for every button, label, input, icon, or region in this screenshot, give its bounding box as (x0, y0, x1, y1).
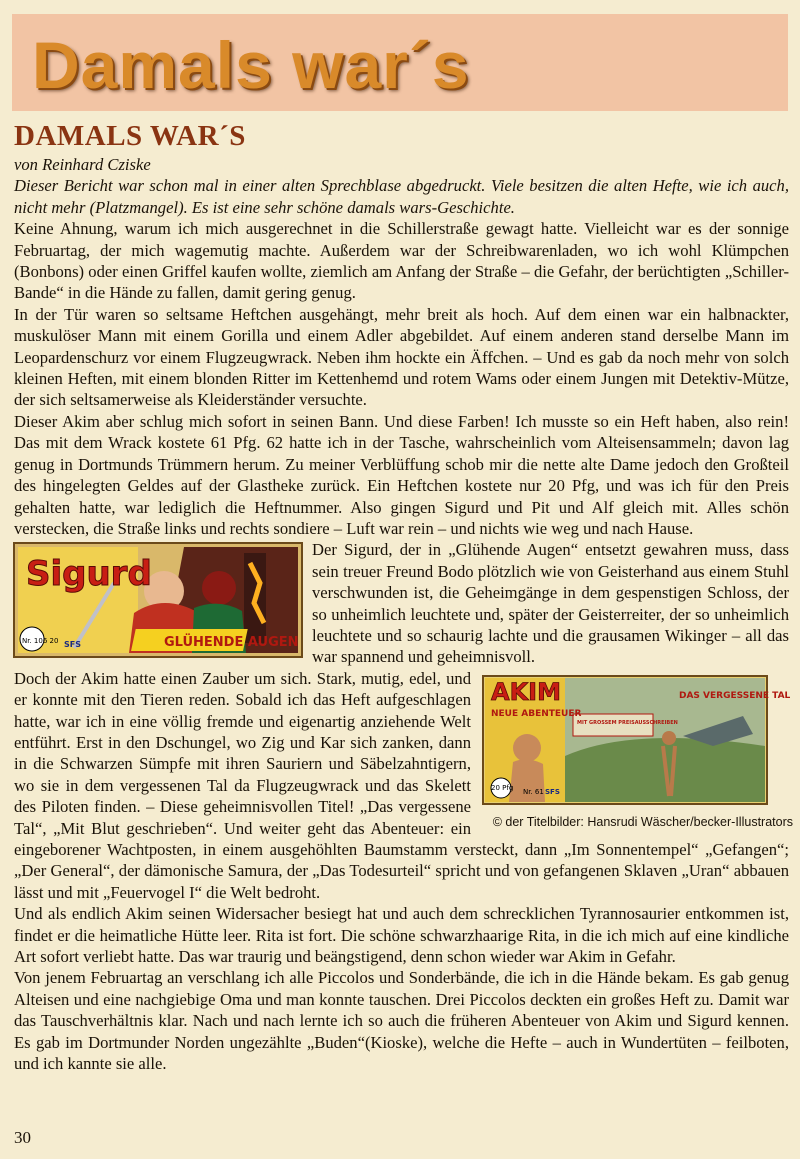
paragraph-2: In der Tür waren so seltsame Heftchen ausgehängt, mehr breit als hoch. Auf dem einen war ein halbnackter, muskulöser Mann mit einem Gorilla und einem Adler abgebildet. Auf einem anderen stand derselbe Mann im Leopardenschurz vor einem Flugzeugwrack. Neben ihm hockte ein Äffchen. – Und es gab da noch mehr von solch kleinen Heften, mit einem blonden Ritter im Kettenhemd und rotem Wams oder einem Jungen mit Detektiv-Mütze, der sich seltsamerweise als Kleiderständer versuchte. (14, 304, 789, 410)
article (14, 118, 793, 1074)
article-intro: Dieser Bericht war schon mal in einer alten Sprechblase abgedruckt. Viele besitzen die alten Hefte, wie ich auch, nicht mehr (Platzmangel). Es ist eine sehr schöne damals wars-Geschichte. (14, 176, 789, 217)
akim-logo: AKIM (491, 677, 561, 706)
paragraph-5: Doch der Akim hatte einen Zauber um sich. Stark, mutig, edel, und er konnte mit den Tieren reden. Sobald ich das Heft aufgeschlagen hatte, war ich in eine völlig fremde und eigenartig anziehende Welt entführt. Erst in den Dschungel, wo Zig und Kar sich zanken, dann in die Schwarzen Sümpfe mit ihren Sauriern und Säbelzahntigern, wo sie in dem vergessenen Tal da Flugzeugwrack und das Skelett des Piloten finden. – Diese geheimnisvollen Titel! „Das vergessene Tal“, „Mit Blut geschrieben“. Und weiter geht das Abenteuer: ein eingeborener Wachtposten, in einem ausgehöhlten Baumstamm versteckt, dann „Im Sonnentempel“ „Gefangen“; „Der General“, der dämonische Samura, der „Das Todesurteil“ spricht und von gefangenen Sklaven „Uran“ abbauen lässt und mit „Feuervogel I“ die Welt bedroht. (14, 668, 789, 902)
akim-small-banner: MIT GROSSEM PREISAUSSCHREIBEN (577, 719, 678, 726)
page-number: 30 (14, 1128, 31, 1147)
banner-title: Damals war´s (32, 28, 470, 102)
sigurd-badge: SFS (64, 640, 81, 650)
paragraph-3: Dieser Akim aber schlug mich sofort in seinen Bann. Und diese Farben! Ich musste so ein Heft haben, also rein! Das mit dem Wrack kostete 61 Pfg. 62 hatte ich in der Tasche, wahrscheinlich vom Alteisensammeln; davon lag genug in Dortmunds Trümmern herum. Zu meiner Verblüffung schob mir die nette alte Dame jedoch den Großteil des hingelegten Geldes auf der Glastheke zurück. Ein Heftchen kostete nur 20 Pfg, und was ich für den Preis gehalten hatte, war lediglich die Heftnummer. Also gingen Sigurd und Pit und Alf gleich mit. Alles schön verstecken, die Straße links und rechts sondiere – Luft war rein – und nichts wie weg und nach Hause. (14, 411, 789, 538)
article-author: von Reinhard Cziske (14, 155, 151, 174)
akim-badge: SFS (545, 787, 560, 796)
paragraph-7: Von jenem Februartag an verschlang ich alle Piccolos und Sonderbände, die ich in die Hände bekam. Es gab genug Alteisen und eine nachgiebige Oma und man konnte tauschen. Drei Piccolos deckten ein großes Heft zu. Damit war das Tauschverhältnis klar. Nach und nach lernte ich so auch die früheren Abenteuer von Akim und Sigurd kennen. Es gab im Dortmunder Norden ungezählte „Buden“(Kioske), welche die Hefte – auch in Wundertüten – feilboten, und ich kannte sie alle. (14, 968, 789, 1074)
akim-cover-title: DAS VERGESSENE TAL (679, 690, 791, 701)
paragraph-4: Der Sigurd, der in „Glühende Augen“ entsetzt gewahren muss, dass sein treuer Freund Bodo plötzlich wie von Geisterhand aus einem Stuhl verschwunden ist, die Geheimgänge in dem gespenstigen Schloss, der so unheimlich leuchtete und, später der Geisterreiter, der so unheimlich leuchtete und so schaurig lachte und die grausamen Wikinger – all das war spannend und geheimnisvoll. (312, 540, 789, 667)
sigurd-price: Nr. 106 20 (22, 637, 59, 646)
akim-number: Nr. 61 (523, 787, 544, 796)
sigurd-cover-image (14, 543, 302, 657)
title-banner (12, 14, 788, 111)
article-heading: DAMALS WAR´S (14, 120, 246, 152)
paragraph-1: Keine Ahnung, warum ich mich ausgerechnet in die Schillerstraße gewagt hatte. Vielleicht war es der sonnige Februartag, der mich wagemutig machte. Außerdem war der Schreibwarenladen, wo ich wohl Klümpchen (Bonbons) oder einen Griffel kaufen wollte, ziemlich am Anfang der Straße – die Gefahr, der berüchtigten „Schiller-Bande“ in die Hände zu fallen, damit gering genug. (14, 219, 789, 303)
akim-cover-figure (483, 676, 793, 836)
sigurd-logo: Sigurd (26, 554, 152, 595)
paragraph-6: Und als endlich Akim seinen Widersacher besiegt hat und auch dem schrecklichen Tyrannosaurier entkommen ist, findet er die heimatliche Hütte leer. Rita ist fort. Die schöne schwarzhaarige Rita, in die ich mich auf eine kindliche Art sofort verliebt hatte. Das war traurig und beängstigend, denn schon wieder war Akim in Gefahr. (14, 904, 789, 967)
image-caption: © der Titelbilder: Hansrudi Wäscher/becker-Illustrators (492, 814, 793, 829)
akim-price: 20 Pfg (491, 783, 514, 792)
sigurd-cover-title: GLÜHENDE AUGEN (164, 635, 299, 651)
akim-subtitle: NEUE ABENTEUER (491, 708, 582, 719)
akim-cover-image (483, 676, 791, 804)
